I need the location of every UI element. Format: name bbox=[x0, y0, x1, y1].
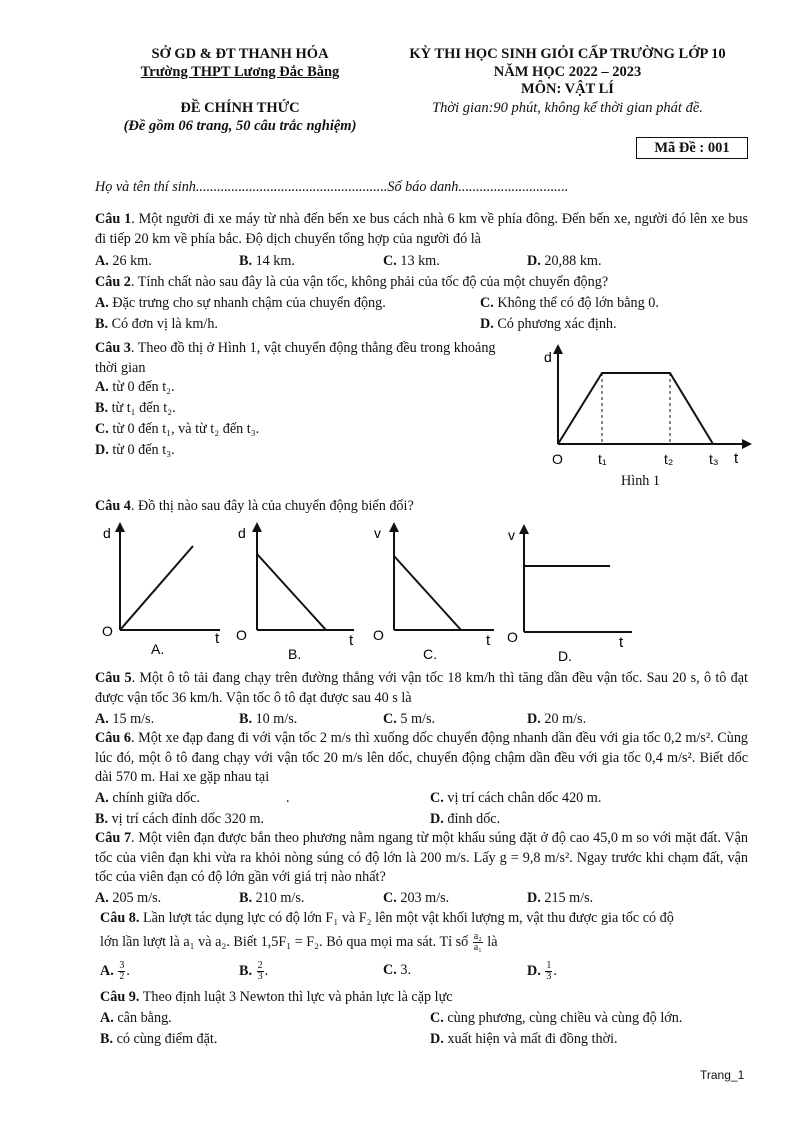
graph-c-name: C. bbox=[423, 646, 437, 662]
q3-option-b: B. từ t₁ đến t₂. bbox=[95, 400, 176, 416]
graph-b-name: B. bbox=[288, 646, 302, 662]
q7-option-c: C. 203 m/s. bbox=[383, 890, 450, 906]
svg-text:t: t bbox=[486, 632, 491, 649]
t1-label: t₁ bbox=[598, 451, 607, 467]
graph-d bbox=[504, 518, 639, 663]
q9-option-d: D. xuất hiện và mất đi đồng thời. bbox=[430, 1031, 618, 1047]
question-6: Câu 6. Một xe đạp đang đi với vận tốc 2 m/s thì xuống dốc chuyển động nhanh dần đều với gia tốc 0,2 m/s². Cùng lúc đó, một ô tô đang chạy với vận tốc 20 m/s lên dốc, chuyển động chậm dần đều với gia tốc 0,4 m/s². Biết dốc dài 570 m. Hai xe gặp nhau tại bbox=[95, 730, 749, 785]
question-5: Câu 5. Một ô tô tải đang chạy trên đường thẳng với vận tốc 18 km/h thì tăng dần đều vận tốc. Sau 20 s, ô tô đạt được vận tốc 36 km/h. Vận tốc ô tô đạt được sau 40 s là bbox=[95, 670, 748, 706]
svg-text:t: t bbox=[215, 630, 220, 647]
graph-b-line bbox=[257, 554, 326, 630]
student-info-line: Họ và tên thí sinh......................................................Số báo danh............................... bbox=[95, 179, 569, 195]
q9-option-b: B. có cùng điểm đặt. bbox=[100, 1031, 218, 1047]
q8-ratio: $\frac{\text{a₂}}{\text{a₁}}$ bbox=[473, 931, 482, 953]
t2-label: t₂ bbox=[664, 451, 674, 467]
q8-option-a: A. $\frac{3}{2}$ . bbox=[100, 960, 130, 982]
school-name: Trường THPT Lương Đắc Bằng bbox=[140, 64, 340, 80]
graph-c-line bbox=[394, 556, 461, 630]
q8-option-d: D. $\frac{1}{3}$ . bbox=[527, 960, 557, 982]
q5-option-b: B. 10 m/s. bbox=[239, 711, 298, 727]
svg-text:d: d bbox=[103, 525, 111, 541]
svg-text:v: v bbox=[374, 525, 381, 541]
svg-text:t: t bbox=[619, 634, 624, 651]
q6-option-b: B. vị trí cách đỉnh dốc 320 m. bbox=[95, 811, 265, 827]
svg-text:O: O bbox=[236, 627, 247, 643]
q7-option-a: A. 205 m/s. bbox=[95, 890, 162, 906]
q6-stray-dot: . bbox=[286, 790, 290, 806]
q8-option-b: B. $\frac{2}{3}$ . bbox=[239, 960, 269, 982]
official-label: ĐỀ CHÍNH THỨC bbox=[180, 100, 300, 116]
graph-c bbox=[369, 518, 504, 663]
figure-1-caption: Hình 1 bbox=[621, 473, 661, 489]
graph-d-name: D. bbox=[558, 648, 572, 663]
question-7: Câu 7. Một viên đạn được bắn theo phương nằm ngang từ một khẩu súng đặt ở độ cao 45,0 m so với mặt đất. Vận tốc của viên đạn khi vừa ra khỏi nòng súng có độ lớn là 200 m/s. Lấy g = 9,8 m/s². Ngay trước khi chạm đất, vận tốc của viên đạn có độ lớn gần với giá trị nào nhất? bbox=[95, 830, 748, 885]
q5-option-a: A. 15 m/s. bbox=[95, 711, 155, 727]
exam-code-box: Mã Đề : 001 bbox=[636, 137, 748, 159]
svg-text:O: O bbox=[507, 629, 518, 645]
svg-text:t: t bbox=[349, 632, 354, 649]
question-4: Câu 4. Đồ thị nào sau đây là của chuyển động biến đổi? bbox=[95, 498, 414, 514]
dept-name: SỞ GD & ĐT THANH HÓA bbox=[151, 46, 329, 62]
question-8-line2: lớn lần lượt là a₁ và a₂. Biết 1,5F₁ = F₂. Bỏ qua mọi ma sát. Tỉ số $\frac{\text{a₂}}{\text{a₁}}$ là bbox=[100, 931, 498, 953]
question-3: Câu 3. Theo đồ thị ở Hình 1, vật chuyển động thẳng đều trong khoảng thời gian bbox=[95, 340, 496, 376]
q7-option-b: B. 210 m/s. bbox=[239, 890, 305, 906]
q1-option-a: A. 26 km. bbox=[95, 253, 152, 269]
question-8-line1: Câu 8. Lần lượt tác dụng lực có độ lớn F₁ và F₂ lên một vật khối lượng m, vật thu được gia tốc có độ bbox=[100, 910, 674, 926]
q8-option-c: C. 3. bbox=[383, 962, 411, 978]
school-year: NĂM HỌC 2022 – 2023 bbox=[493, 64, 642, 80]
q6-option-a: A. chính giữa dốc. bbox=[95, 790, 201, 806]
page-number: Trang_1 bbox=[700, 1068, 745, 1082]
d-t-curve bbox=[558, 373, 713, 444]
x-axis-arrow bbox=[742, 439, 752, 449]
y-label: d bbox=[544, 349, 552, 365]
q2-option-c: C. Không thể có độ lớn bằng 0. bbox=[480, 295, 659, 311]
q9-option-a: A. cân bằng. bbox=[100, 1010, 172, 1026]
subject: MÔN: VẬT LÍ bbox=[521, 81, 614, 97]
q6-option-d: D. đỉnh dốc. bbox=[430, 811, 501, 827]
q6-option-c: C. vị trí cách chân dốc 420 m. bbox=[430, 790, 602, 806]
question-1: Câu 1. Một người đi xe máy từ nhà đến bến xe bus cách nhà 6 km về phía đông. Đến bến xe, người đó lên xe bus đi tiếp 20 km về phía bắc. Độ dịch chuyển tổng hợp của người đó là bbox=[95, 211, 748, 247]
time-limit: Thời gian:90 phút, không kể thời gian phát đề. bbox=[432, 100, 703, 116]
y-axis-arrow bbox=[553, 344, 563, 354]
x-label: t bbox=[734, 450, 739, 467]
q2-option-a: A. Đặc trưng cho sự nhanh chậm của chuyển động. bbox=[95, 295, 386, 311]
graph-a bbox=[95, 518, 230, 663]
exam-title: KỲ THI HỌC SINH GIỎI CẤP TRƯỜNG LỚP 10 bbox=[409, 46, 726, 62]
q2-option-b: B. Có đơn vị là km/h. bbox=[95, 316, 218, 332]
q2-option-d: D. Có phương xác định. bbox=[480, 316, 617, 332]
page-count-note: (Đề gồm 06 trang, 50 câu trắc nghiệm) bbox=[123, 118, 357, 134]
q3-option-c: C. từ 0 đến t₁, và từ t₂ đến t₃. bbox=[95, 421, 260, 437]
svg-text:O: O bbox=[373, 627, 384, 643]
svg-text:O: O bbox=[102, 623, 113, 639]
q5-option-d: D. 20 m/s. bbox=[527, 711, 587, 727]
graph-a-name: A. bbox=[151, 641, 165, 657]
svg-text:v: v bbox=[508, 527, 515, 543]
figure-1-graph bbox=[530, 340, 760, 470]
q1-option-b: B. 14 km. bbox=[239, 253, 295, 269]
graph-a-line bbox=[120, 546, 193, 630]
origin-label: O bbox=[552, 451, 563, 467]
q1-option-d: D. 20,88 km. bbox=[527, 253, 602, 269]
q3-option-d: D. từ 0 đến t₃. bbox=[95, 442, 175, 458]
question-2: Câu 2. Tính chất nào sau đây là của vận tốc, không phải của tốc độ của một chuyển động? bbox=[95, 274, 609, 290]
q7-option-d: D. 215 m/s. bbox=[527, 890, 594, 906]
q1-option-c: C. 13 km. bbox=[383, 253, 440, 269]
t3-label: t₃ bbox=[709, 451, 719, 467]
q9-option-c: C. cùng phương, cùng chiều và cùng độ lớn. bbox=[430, 1010, 683, 1026]
question-9: Câu 9. Theo định luật 3 Newton thì lực và phản lực là cặp lực bbox=[100, 989, 453, 1005]
q3-option-a: A. từ 0 đến t₂. bbox=[95, 379, 175, 395]
graph-b bbox=[232, 518, 367, 663]
q5-option-c: C. 5 m/s. bbox=[383, 711, 436, 727]
svg-text:d: d bbox=[238, 525, 246, 541]
